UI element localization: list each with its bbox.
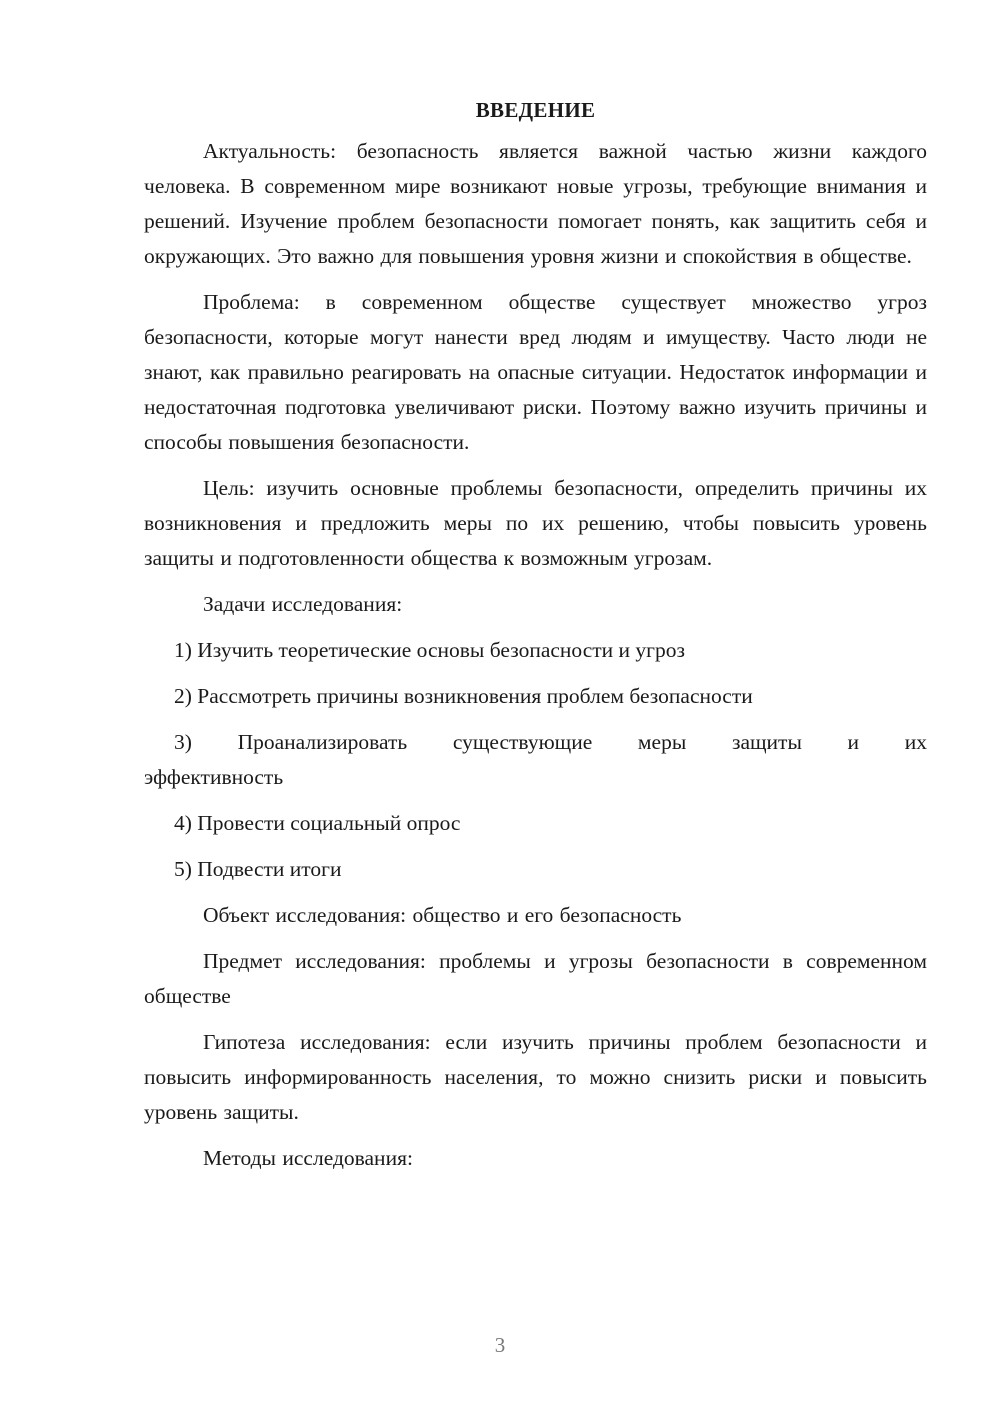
task-item: 3) Проанализировать существующие меры защиты и их эффективность: [144, 730, 927, 789]
task-item: 5) Подвести итоги: [174, 857, 342, 881]
task-item: 1) Изучить теоретические основы безопасности и угроз: [174, 638, 685, 662]
task-item: 2) Рассмотреть причины возникновения проблем безопасности: [174, 684, 753, 708]
task-item: 4) Провести социальный опрос: [174, 811, 461, 835]
problem-paragraph: Проблема: в современном обществе существует множество угроз безопасности, которые могут нанести вред людям и имуществу. Часто люди не знают, как правильно реагировать на опасные ситуации. Недостаток информации и недостаточная подготовка увеличивают риски. Поэтому важно изучить причины и способы повышения безопасности.: [144, 290, 927, 454]
page-number: 3: [494, 1333, 506, 1357]
section-title: ВВЕДЕНИЕ: [475, 98, 596, 122]
relevance-paragraph: Актуальность: безопасность является важной частью жизни каждого человека. В современном мире возникают новые угрозы, требующие внимания и решений. Изучение проблем безопасности помогает понять, как защитить себя и окружающих. Это важно для повышения уровня жизни и спокойствия в обществе.: [144, 139, 927, 268]
research-subject: Предмет исследования: проблемы и угрозы безопасности в современном обществе: [144, 949, 927, 1008]
research-object: Объект исследования: общество и его безопасность: [203, 903, 682, 927]
research-hypothesis: Гипотеза исследования: если изучить причины проблем безопасности и повысить информированность населения, то можно снизить риски и повысить уровень защиты.: [144, 1030, 927, 1124]
methods-heading: Методы исследования:: [203, 1146, 413, 1170]
goal-paragraph: Цель: изучить основные проблемы безопасности, определить причины их возникновения и предложить меры по их решению, чтобы повысить уровень защиты и подготовленности общества к возможным угрозам.: [144, 476, 927, 570]
tasks-heading: Задачи исследования:: [203, 592, 403, 616]
tasks-list: [144, 633, 927, 887]
page-content: [144, 96, 927, 1187]
